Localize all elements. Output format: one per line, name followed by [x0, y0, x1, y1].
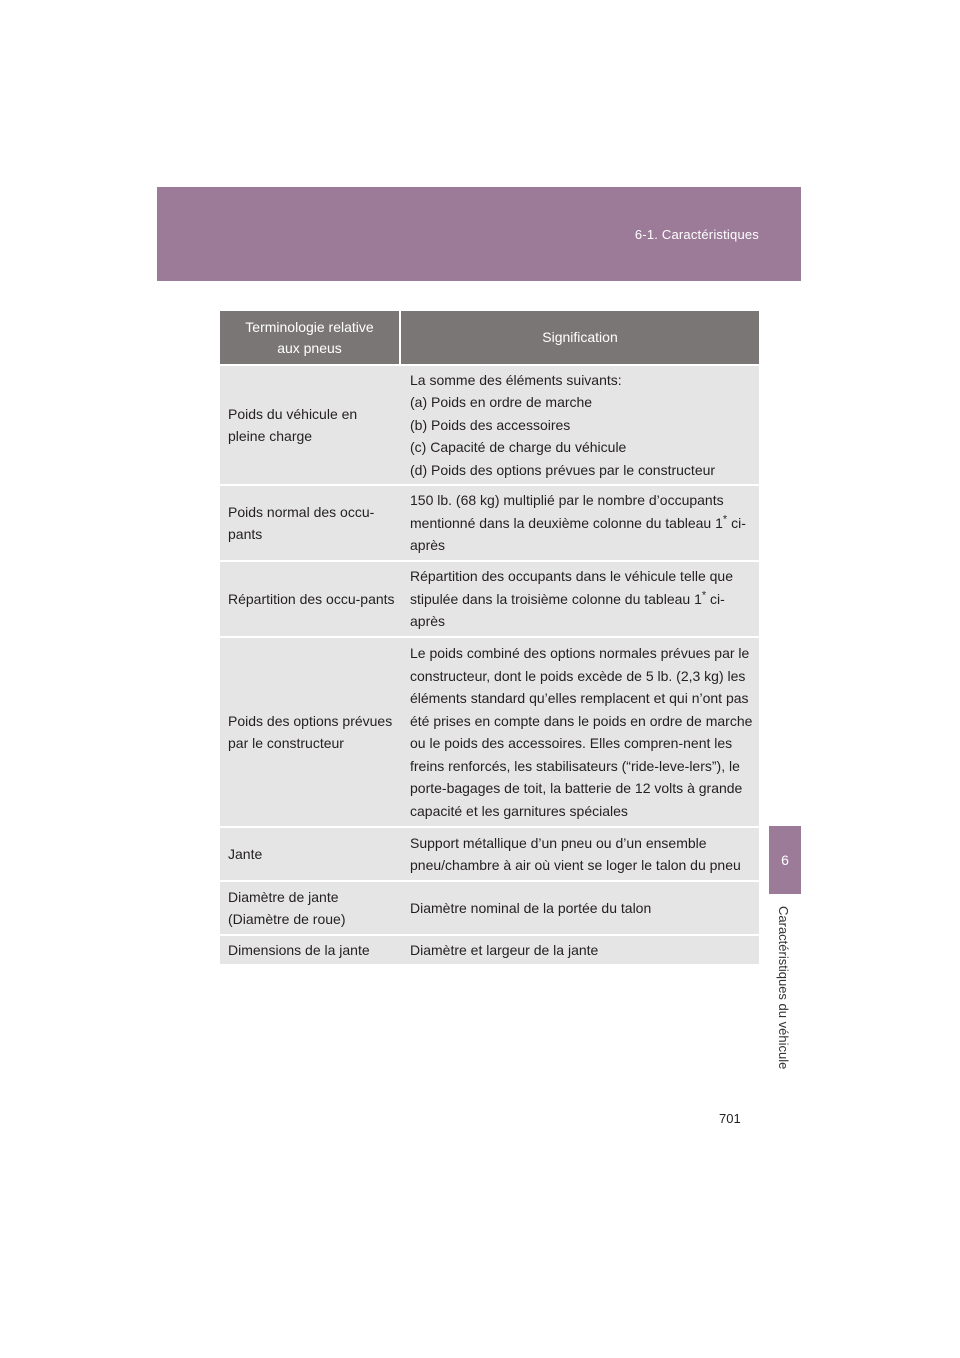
meaning-text: Support métallique d’un pneu ou d’un ensemble pneu/chambre à air où vient se loger le talon du pneu — [410, 834, 741, 873]
row-meaning — [400, 561, 759, 637]
row-term-text: Diamètre de jante (Diamètre de roue) — [228, 888, 346, 927]
meaning-line: (d) Poids des options prévues par le constructeur — [410, 461, 716, 478]
row-term — [220, 881, 400, 935]
chapter-number: 6 — [781, 852, 789, 868]
column-header-term-line-1: Terminologie relative — [245, 318, 374, 335]
row-meaning — [400, 881, 759, 935]
table-header-row — [220, 311, 759, 364]
table-row — [220, 637, 759, 827]
row-term-text: Poids normal des occu-pants — [228, 503, 375, 542]
table-row — [220, 881, 759, 935]
row-term-text: Répartition des occu-pants — [228, 590, 395, 607]
row-term — [220, 561, 400, 637]
meaning-text: Le poids combiné des options normales prévues par le constructeur, dont le poids excède de 5 lb. (2,3 kg) les éléments standard qu’elles remplacent et qui n’ont pas été prises en compte dans le poids en ordre de marche ou le poids des accessoires. Elles compren-nent les freins renforcés, les stabilisateurs (“ride-leve-lers”), le porte-bagages de toit, la batterie de 12 volts à grande capacité et les garnitures spéciales — [410, 645, 753, 819]
row-term — [220, 935, 400, 965]
row-meaning — [400, 827, 759, 881]
footnote-asterisk: * — [701, 589, 707, 602]
chapter-label: Caractéristiques du véhicule — [776, 906, 791, 1070]
meaning-text-tail: ci-après — [410, 590, 725, 630]
meaning-line: La somme des éléments suivants: — [410, 371, 622, 388]
column-header-meaning: Signification — [400, 311, 759, 364]
row-term — [220, 366, 400, 485]
row-meaning — [400, 935, 759, 965]
table-row — [220, 366, 759, 485]
meaning-line: (b) Poids des accessoires — [410, 416, 571, 433]
row-term-text: Poids du véhicule en pleine charge — [228, 405, 358, 444]
section-header-band — [157, 187, 801, 281]
row-term-text: Dimensions de la jante — [228, 941, 370, 958]
row-meaning — [400, 485, 759, 561]
table-row — [220, 561, 759, 637]
row-meaning — [400, 366, 759, 485]
row-term — [220, 827, 400, 881]
column-header-term — [220, 311, 400, 364]
table-row — [220, 935, 759, 965]
footnote-asterisk: * — [722, 513, 728, 526]
tire-terminology-table — [220, 311, 759, 966]
row-term-text: Poids des options prévues par le constructeur — [228, 712, 393, 751]
chapter-tab — [769, 826, 801, 894]
table-row — [220, 827, 759, 881]
row-meaning — [400, 637, 759, 827]
row-term-text: Jante — [228, 845, 263, 862]
table-row — [220, 485, 759, 561]
meaning-text: Diamètre et largeur de la jante — [410, 941, 599, 958]
column-header-term-line-2: aux pneus — [277, 339, 342, 356]
chapter-label-wrapper — [771, 906, 799, 1084]
page-number: 701 — [719, 1111, 741, 1126]
meaning-text-tail: ci-après — [410, 514, 746, 554]
meaning-line: (a) Poids en ordre de marche — [410, 394, 593, 411]
meaning-text: Répartition des occupants dans le véhicule telle que stipulée dans la troisième colonne du tableau 1 — [410, 568, 733, 607]
row-term — [220, 637, 400, 827]
section-title: 6-1. Caractéristiques — [634, 227, 759, 242]
meaning-text: Diamètre nominal de la portée du talon — [410, 899, 652, 916]
meaning-line: (c) Capacité de charge du véhicule — [410, 439, 627, 456]
meaning-text: 150 lb. (68 kg) multiplié par le nombre d’occupants mentionné dans la deuxième colonne du tableau 1 — [410, 492, 724, 531]
row-term — [220, 485, 400, 561]
